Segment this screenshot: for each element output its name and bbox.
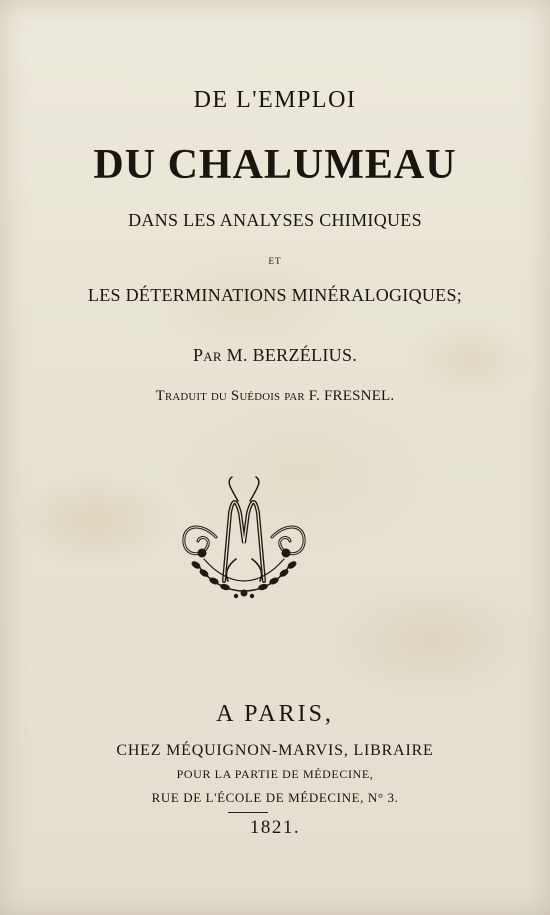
main-title: DU CHALUMEAU: [93, 142, 457, 188]
translator-word3-initial: S: [230, 388, 240, 404]
translator-word3-rest: UÉDOIS: [239, 391, 281, 403]
translator-word2: DU: [210, 391, 227, 403]
translator-word1-initial: T: [155, 388, 165, 404]
imprint-city: A PARIS,: [216, 701, 334, 727]
translator-word4: PAR: [284, 391, 305, 403]
subtitle-conjunction: ET: [268, 256, 282, 266]
author-prefix-initial: P: [192, 345, 204, 365]
imprint-line-3: RUE DE L'ÉCOLE DE MÉDECINE, N° 3.: [151, 790, 399, 805]
author-name: M. BERZÉLIUS.: [221, 345, 358, 365]
translator-name: F. FRESNEL.: [308, 388, 395, 404]
imprint-year: 1821.: [249, 817, 301, 838]
subtitle-line-1: DANS LES ANALYSES CHIMIQUES: [128, 210, 422, 230]
translator-line: [0, 388, 550, 405]
subtitle-line-2: LES DÉTERMINATIONS MINÉRALOGIQUES;: [87, 285, 463, 305]
author-prefix-rest: AR: [203, 349, 222, 364]
title-line-1: DE L'EMPLOI: [193, 87, 357, 113]
divider-rule: [228, 812, 268, 813]
translator-word1-rest: RADUIT: [165, 391, 207, 403]
imprint-publisher: CHEZ MÉQUIGNON-MARVIS, LIBRAIRE: [116, 742, 434, 759]
imprint-line-2: POUR LA PARTIE DE MÉDECINE,: [176, 767, 374, 781]
author-line: [0, 345, 550, 366]
monogram-vignette-icon: [178, 473, 310, 605]
